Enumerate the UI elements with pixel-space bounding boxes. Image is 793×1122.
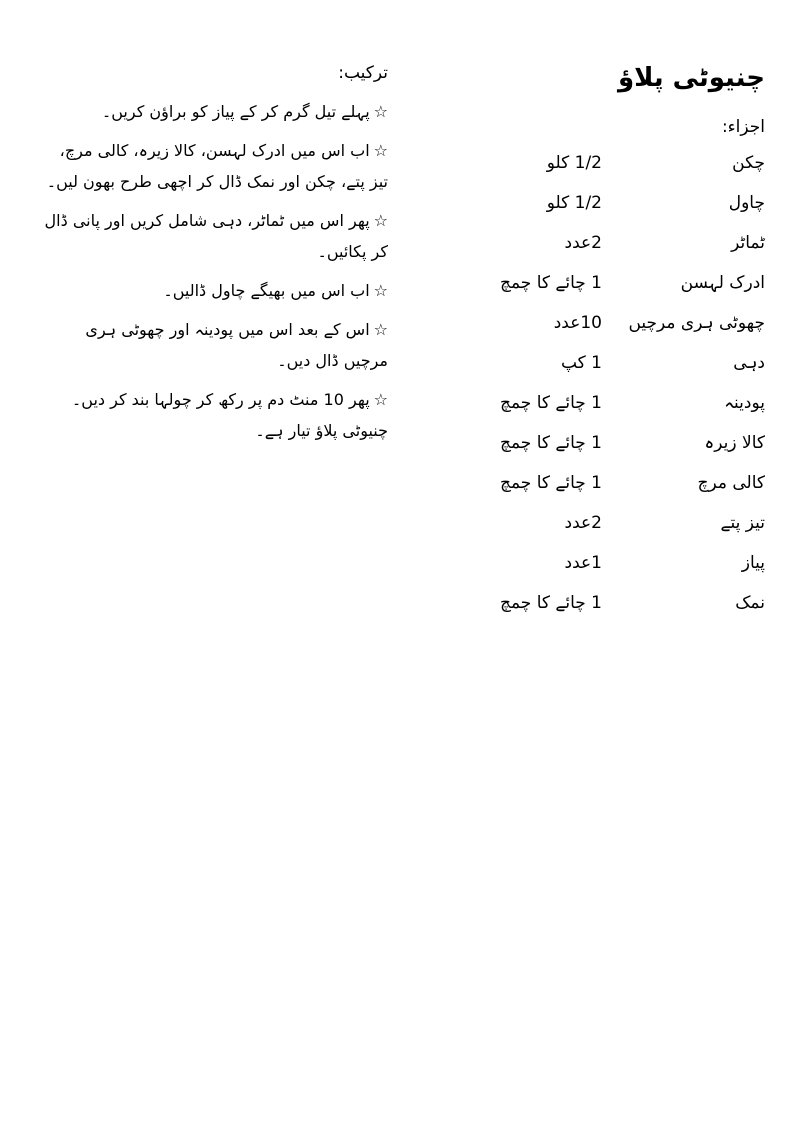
method-step [40,275,388,306]
step-text: اب اس میں بھیگے چاول ڈالیں۔ [163,281,370,300]
ingredients-heading: اجزاء: [721,117,765,137]
ingredient-name: چھوٹی ہری مرچیں [628,313,765,333]
ingredient-name: ٹماٹر [731,233,765,253]
ingredient-quantity: 1 چائے کا چمچ [499,593,602,613]
ingredient-quantity: 1/2 کلو [546,193,602,213]
star-icon: ☆ [373,390,388,409]
ingredient-quantity: 2عدد [564,513,602,533]
ingredient-row [400,148,765,178]
ingredient-name: دہی [733,353,765,373]
ingredient-row [400,268,765,298]
ingredient-quantity: 10عدد [553,313,602,333]
ingredient-name: تیز پتے [720,513,765,533]
step-text: پھر 10 منٹ دم پر رکھ کر چولہا بند کر دیں۔چنیوٹی پلاؤ تیار ہے۔ [71,390,388,440]
ingredient-name: کالی مرچ [697,473,765,493]
ingredient-quantity: 2عدد [564,233,602,253]
ingredient-name: کالا زیرہ [704,433,765,453]
step-text: اس کے بعد اس میں پودینہ اور چھوٹی ہری مرچیں ڈال دیں۔ [85,320,388,370]
star-icon: ☆ [373,102,388,121]
method-step [40,384,388,446]
ingredient-row [400,308,765,338]
ingredient-name: پیاز [741,553,765,573]
ingredient-name: چاول [728,193,765,213]
step-text: اب اس میں ادرک لہسن، کالا زیرہ، کالی مرچ، تیز پتے، چکن اور نمک ڈال کر اچھی طرح بھون لیں۔ [46,141,388,191]
ingredient-name: چکن [732,153,765,173]
method-heading: ترکیب: [338,63,388,83]
method-step [40,314,388,376]
recipe-title: چنیوٹی پلاؤ [617,63,765,93]
ingredient-name: ادرک لہسن [680,273,765,293]
star-icon: ☆ [373,141,388,160]
ingredient-name: پودینہ [724,393,765,413]
ingredient-row [400,388,765,418]
ingredient-row [400,468,765,498]
ingredient-row [400,188,765,218]
star-icon: ☆ [373,281,388,300]
method-step [40,96,388,127]
ingredient-row [400,428,765,458]
step-text: پھر اس میں ٹماٹر، دہی شامل کریں اور پانی ڈال کر پکائیں۔ [44,211,388,261]
step-text: پہلے تیل گرم کر کے پیاز کو براؤن کریں۔ [101,102,370,121]
method-step [40,205,388,267]
ingredient-quantity: 1 چائے کا چمچ [499,393,602,413]
ingredient-quantity: 1عدد [564,553,602,573]
ingredient-row [400,548,765,578]
ingredient-row [400,228,765,258]
ingredient-row [400,588,765,618]
star-icon: ☆ [373,320,388,339]
method-steps [40,96,388,454]
ingredient-name: نمک [735,593,765,613]
ingredient-quantity: 1 چائے کا چمچ [499,473,602,493]
ingredient-quantity: 1 چائے کا چمچ [499,273,602,293]
ingredient-row [400,348,765,378]
ingredient-row [400,508,765,538]
method-step [40,135,388,197]
star-icon: ☆ [373,211,388,230]
ingredient-quantity: 1 چائے کا چمچ [499,433,602,453]
ingredient-quantity: 1/2 کلو [546,153,602,173]
ingredient-quantity: 1 کپ [560,353,602,373]
